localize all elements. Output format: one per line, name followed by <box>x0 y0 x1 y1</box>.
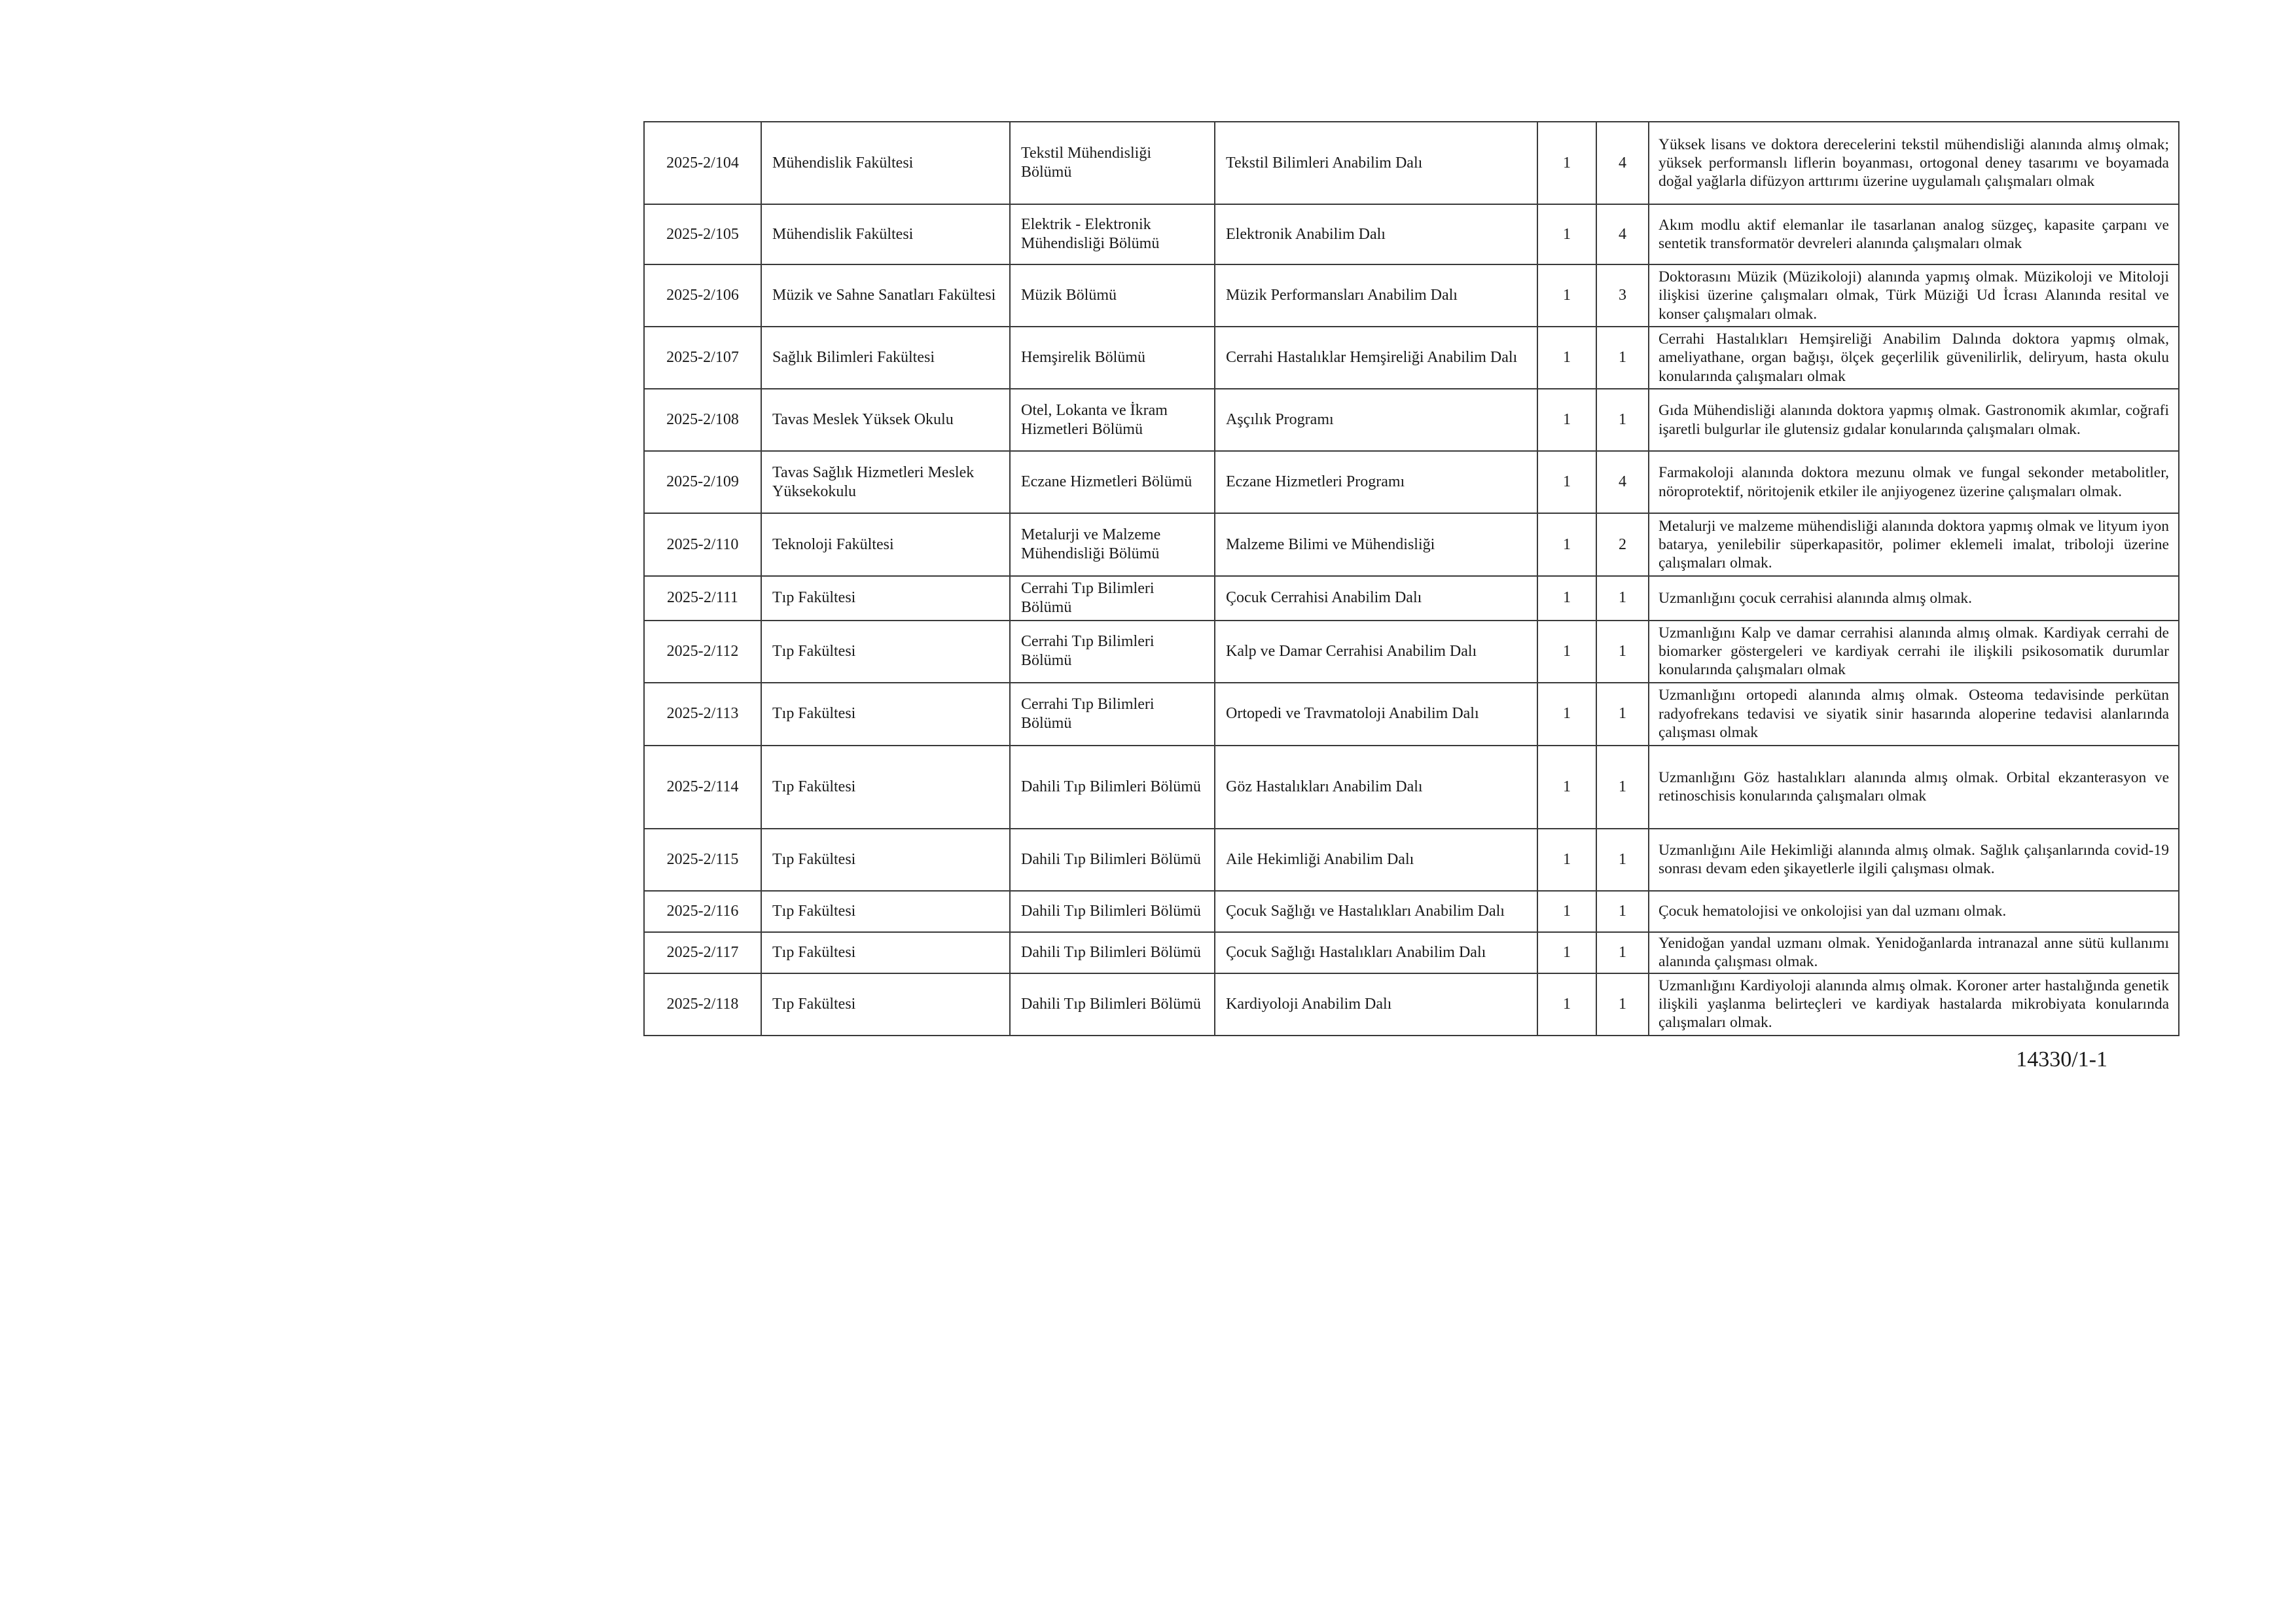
cell-count: 1 <box>1537 829 1596 891</box>
cell-description: Yüksek lisans ve doktora derecelerini tekstil mühendisliği alanında almış olmak; yüksek performanslı liflerin boyanması, ortogonal deney tasarımı ve boyamada doğal yağlarla difüzyon arttırımı üzerine uygulamalı çalışmaları olmak <box>1649 122 2179 204</box>
cell-degree: 1 <box>1596 932 1649 973</box>
cell-division: Çocuk Sağlığı Hastalıkları Anabilim Dalı <box>1215 932 1537 973</box>
cell-degree: 1 <box>1596 327 1649 389</box>
cell-degree: 1 <box>1596 746 1649 829</box>
cell-division: Çocuk Sağlığı ve Hastalıkları Anabilim Dalı <box>1215 891 1537 932</box>
cell-description: Doktorasını Müzik (Müzikoloji) alanında yapmış olmak. Müzikoloji ve Mitoloji ilişkisi üzerine çalışmaları olmak, Türk Müziği Ud İcrası Alanında resital ve konser çalışmaları olmak. <box>1649 264 2179 327</box>
cell-code: 2025-2/110 <box>644 513 761 576</box>
cell-code: 2025-2/107 <box>644 327 761 389</box>
cell-code: 2025-2/108 <box>644 389 761 451</box>
cell-description: Uzmanlığını Aile Hekimliği alanında almış olmak. Sağlık çalışanlarında covid-19 sonrası devam eden şikayetlerle ilgili çalışması olmak. <box>1649 829 2179 891</box>
table-row <box>644 513 2179 576</box>
cell-code: 2025-2/115 <box>644 829 761 891</box>
cell-division: Aşçılık Programı <box>1215 389 1537 451</box>
table-row <box>644 932 2179 973</box>
cell-degree: 1 <box>1596 621 1649 683</box>
cell-count: 1 <box>1537 576 1596 621</box>
cell-description: Farmakoloji alanında doktora mezunu olmak ve fungal sekonder metabolitler, nöroprotektif, nöritojenik etkiler ile anjiyogenez üzerine çalışmaları olmak. <box>1649 451 2179 513</box>
cell-degree: 1 <box>1596 891 1649 932</box>
table-row <box>644 621 2179 683</box>
cell-department: Metalurji ve Malzeme Mühendisliği Bölümü <box>1010 513 1215 576</box>
cell-description: Akım modlu aktif elemanlar ile tasarlanan analog süzgeç, kapasite çarpanı ve sentetik transformatör devreleri alanında çalışmaları olmak <box>1649 204 2179 264</box>
cell-count: 1 <box>1537 327 1596 389</box>
cell-department: Cerrahi Tıp Bilimleri Bölümü <box>1010 576 1215 621</box>
cell-division: Cerrahi Hastalıklar Hemşireliği Anabilim Dalı <box>1215 327 1537 389</box>
cell-division: Kalp ve Damar Cerrahisi Anabilim Dalı <box>1215 621 1537 683</box>
cell-count: 1 <box>1537 621 1596 683</box>
cell-faculty: Tıp Fakültesi <box>761 621 1010 683</box>
cell-faculty: Sağlık Bilimleri Fakültesi <box>761 327 1010 389</box>
cell-degree: 1 <box>1596 829 1649 891</box>
table-row <box>644 122 2179 204</box>
cell-code: 2025-2/104 <box>644 122 761 204</box>
cell-division: Ortopedi ve Travmatoloji Anabilim Dalı <box>1215 683 1537 746</box>
cell-count: 1 <box>1537 451 1596 513</box>
table-row <box>644 204 2179 264</box>
cell-description: Uzmanlığını Kalp ve damar cerrahisi alanında almış olmak. Kardiyak cerrahi de biomarker göstergeleri ve kardiyak cerrahi ile ilişkili psikosomatik durumlar konularında çalışmaları olmak <box>1649 621 2179 683</box>
cell-description: Yenidoğan yandal uzmanı olmak. Yenidoğanlarda intranazal anne sütü kullanımı alanında çalışması olmak. <box>1649 932 2179 973</box>
cell-faculty: Tıp Fakültesi <box>761 683 1010 746</box>
cell-count: 1 <box>1537 683 1596 746</box>
cell-code: 2025-2/114 <box>644 746 761 829</box>
page-reference-number: 14330/1-1 <box>2016 1047 2108 1072</box>
cell-department: Dahili Tıp Bilimleri Bölümü <box>1010 746 1215 829</box>
cell-count: 1 <box>1537 513 1596 576</box>
cell-code: 2025-2/106 <box>644 264 761 327</box>
cell-faculty: Tıp Fakültesi <box>761 891 1010 932</box>
cell-description: Gıda Mühendisliği alanında doktora yapmış olmak. Gastronomik akımlar, coğrafi işaretli bulgurlar ile glutensiz gıdalar konularında çalışmaları olmak. <box>1649 389 2179 451</box>
cell-count: 1 <box>1537 389 1596 451</box>
table-row <box>644 264 2179 327</box>
cell-division: Elektronik Anabilim Dalı <box>1215 204 1537 264</box>
cell-faculty: Tıp Fakültesi <box>761 829 1010 891</box>
cell-department: Dahili Tıp Bilimleri Bölümü <box>1010 973 1215 1036</box>
cell-faculty: Tıp Fakültesi <box>761 576 1010 621</box>
cell-faculty: Tavas Meslek Yüksek Okulu <box>761 389 1010 451</box>
cell-code: 2025-2/116 <box>644 891 761 932</box>
cell-degree: 4 <box>1596 122 1649 204</box>
cell-degree: 2 <box>1596 513 1649 576</box>
cell-degree: 4 <box>1596 451 1649 513</box>
cell-code: 2025-2/109 <box>644 451 761 513</box>
cell-division: Tekstil Bilimleri Anabilim Dalı <box>1215 122 1537 204</box>
table-row <box>644 327 2179 389</box>
cell-division: Eczane Hizmetleri Programı <box>1215 451 1537 513</box>
cell-description: Metalurji ve malzeme mühendisliği alanında doktora yapmış olmak ve lityum iyon batarya, yenilebilir süperkapasitör, polimer eklemeli imalat, triboloji üzerine çalışmaları olmak. <box>1649 513 2179 576</box>
positions-table <box>643 121 2179 1036</box>
cell-code: 2025-2/105 <box>644 204 761 264</box>
cell-description: Uzmanlığını Kardiyoloji alanında almış olmak. Koroner arter hastalığında genetik ilişkili yaşlanma belirteçleri ve kardiyak hastalarda mikrobiyata konularında çalışmaları olmak. <box>1649 973 2179 1036</box>
cell-department: Dahili Tıp Bilimleri Bölümü <box>1010 829 1215 891</box>
cell-description: Uzmanlığını çocuk cerrahisi alanında almış olmak. <box>1649 576 2179 621</box>
cell-count: 1 <box>1537 264 1596 327</box>
cell-degree: 3 <box>1596 264 1649 327</box>
cell-division: Malzeme Bilimi ve Mühendisliği <box>1215 513 1537 576</box>
cell-description: Cerrahi Hastalıkları Hemşireliği Anabilim Dalında doktora yapmış olmak, ameliyathane, organ bağışı, ölçek geçerlilik güvenilirlik, deliryum, hasta okulu konularında çalışmaları olmak <box>1649 327 2179 389</box>
table-row <box>644 389 2179 451</box>
table-body <box>644 122 2179 1036</box>
cell-department: Tekstil Mühendisliği Bölümü <box>1010 122 1215 204</box>
cell-count: 1 <box>1537 204 1596 264</box>
cell-faculty: Tavas Sağlık Hizmetleri Meslek Yüksekokulu <box>761 451 1010 513</box>
table-row <box>644 746 2179 829</box>
cell-department: Eczane Hizmetleri Bölümü <box>1010 451 1215 513</box>
cell-count: 1 <box>1537 932 1596 973</box>
cell-degree: 4 <box>1596 204 1649 264</box>
cell-division: Müzik Performansları Anabilim Dalı <box>1215 264 1537 327</box>
cell-department: Elektrik - Elektronik Mühendisliği Bölümü <box>1010 204 1215 264</box>
cell-faculty: Tıp Fakültesi <box>761 932 1010 973</box>
cell-department: Hemşirelik Bölümü <box>1010 327 1215 389</box>
cell-degree: 1 <box>1596 683 1649 746</box>
cell-department: Cerrahi Tıp Bilimleri Bölümü <box>1010 621 1215 683</box>
cell-department: Otel, Lokanta ve İkram Hizmetleri Bölümü <box>1010 389 1215 451</box>
cell-faculty: Müzik ve Sahne Sanatları Fakültesi <box>761 264 1010 327</box>
cell-code: 2025-2/117 <box>644 932 761 973</box>
cell-count: 1 <box>1537 891 1596 932</box>
cell-faculty: Mühendislik Fakültesi <box>761 122 1010 204</box>
cell-description: Uzmanlığını ortopedi alanında almış olmak. Osteoma tedavisinde perkütan radyofrekans tedavisi ve siyatik sinir hasarında aloperine tedavisi alanlarında çalışması olmak <box>1649 683 2179 746</box>
cell-department: Cerrahi Tıp Bilimleri Bölümü <box>1010 683 1215 746</box>
cell-code: 2025-2/111 <box>644 576 761 621</box>
cell-count: 1 <box>1537 122 1596 204</box>
cell-count: 1 <box>1537 746 1596 829</box>
cell-code: 2025-2/113 <box>644 683 761 746</box>
cell-division: Aile Hekimliği Anabilim Dalı <box>1215 829 1537 891</box>
cell-department: Dahili Tıp Bilimleri Bölümü <box>1010 932 1215 973</box>
cell-code: 2025-2/112 <box>644 621 761 683</box>
table-row <box>644 973 2179 1036</box>
cell-division: Çocuk Cerrahisi Anabilim Dalı <box>1215 576 1537 621</box>
cell-department: Dahili Tıp Bilimleri Bölümü <box>1010 891 1215 932</box>
cell-division: Göz Hastalıkları Anabilim Dalı <box>1215 746 1537 829</box>
cell-description: Uzmanlığını Göz hastalıkları alanında almış olmak. Orbital ekzanterasyon ve retinoschisis konularında çalışmaları olmak <box>1649 746 2179 829</box>
table-row <box>644 829 2179 891</box>
cell-code: 2025-2/118 <box>644 973 761 1036</box>
cell-degree: 1 <box>1596 389 1649 451</box>
cell-faculty: Tıp Fakültesi <box>761 746 1010 829</box>
cell-degree: 1 <box>1596 973 1649 1036</box>
table-row <box>644 576 2179 621</box>
cell-division: Kardiyoloji Anabilim Dalı <box>1215 973 1537 1036</box>
cell-description: Çocuk hematolojisi ve onkolojisi yan dal uzmanı olmak. <box>1649 891 2179 932</box>
table-row <box>644 891 2179 932</box>
table-row <box>644 451 2179 513</box>
cell-faculty: Mühendislik Fakültesi <box>761 204 1010 264</box>
table-row <box>644 683 2179 746</box>
cell-count: 1 <box>1537 973 1596 1036</box>
cell-faculty: Teknoloji Fakültesi <box>761 513 1010 576</box>
cell-department: Müzik Bölümü <box>1010 264 1215 327</box>
cell-faculty: Tıp Fakültesi <box>761 973 1010 1036</box>
cell-degree: 1 <box>1596 576 1649 621</box>
